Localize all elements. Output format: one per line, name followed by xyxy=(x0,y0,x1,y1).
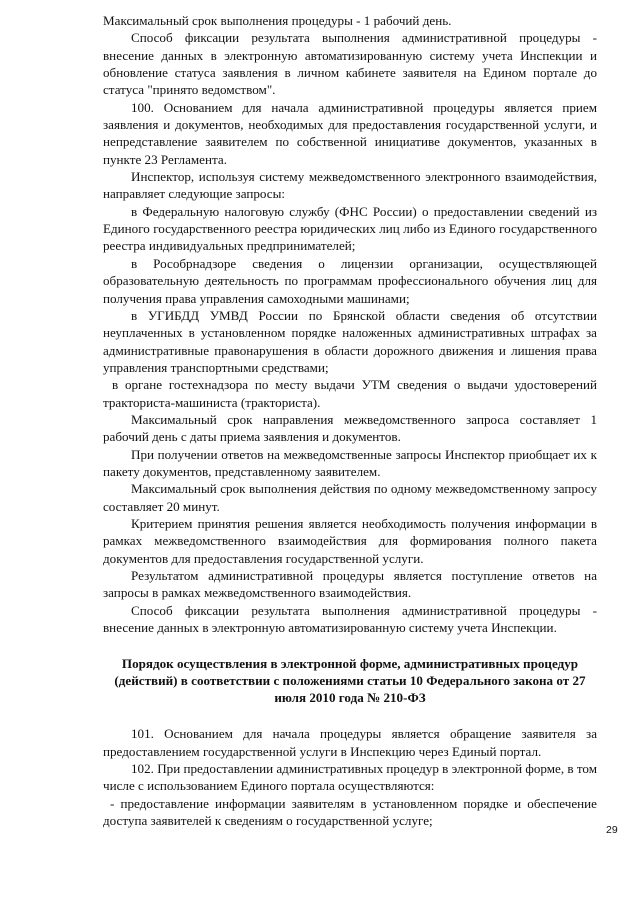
paragraph-result: Результатом административной процедуры является поступление ответов на запросы в рамках межведомственного взаимодействия. xyxy=(103,568,597,601)
paragraph-102: 102. При предоставлении административных процедур в электронной форме, в том числе с использованием Единого портала осуществляются: xyxy=(103,761,597,794)
request-item-fns: в Федеральную налоговую службу (ФНС России) о предоставлении сведений из Единого государственного реестра юридических лиц либо из Единого государственного реестра индивидуальных предпринимателей; xyxy=(103,203,597,254)
list-item-information: - предоставление информации заявителям в установленном порядке и обеспечение доступа заявителей к сведениям о государственной услуге; xyxy=(103,795,597,829)
paragraph-request-term: Максимальный срок направления межведомственного запроса составляет 1 рабочий день с даты приема заявления и документов. xyxy=(103,411,597,445)
paragraph-max-term: Максимальный срок выполнения процедуры - 1 рабочий день. xyxy=(103,13,452,28)
paragraph-result-fixation: Способ фиксации результата выполнения административной процедуры - внесение данных в электронную автоматизированную систему учета Инспекции. xyxy=(103,602,597,636)
page-number: 29 xyxy=(606,824,618,836)
document-body xyxy=(103,12,597,829)
section-heading: Порядок осуществления в электронной форме, административных процедур (действий) в соответствии с положениями статьи 10 Федерального закона от 27 июля 2010 года № 210-ФЗ xyxy=(114,656,586,706)
paragraph-responses: При получении ответов на межведомственные запросы Инспектор приобщает их к пакету документов, представленному заявителем. xyxy=(103,446,597,479)
request-item-rosobrnadzor: в Рособрнадзоре сведения о лицензии организации, осуществляющей образовательную деятельность по программам профессионального обучения лиц для получения права управления самоходными машинами; xyxy=(103,255,597,306)
request-item-ugibdd: в УГИБДД УМВД России по Брянской области сведения об отсутствии неуплаченных в установленном порядке наложенных административных штрафах за административные правонарушения в области дорожного движения и лишения права управления транспортными средствами; xyxy=(103,307,597,375)
paragraph-100: 100. Основанием для начала административной процедуры является прием заявления и документов, необходимых для предоставления государственной услуги, и непредставление заявителем по собственной инициативе документов, указанных в пункте 23 Регламента. xyxy=(103,99,597,167)
request-item-gostekhnadzor: в органе гостехнадзора по месту выдачи УТМ сведения о выдачи удостоверений тракториста-машиниста (тракториста). xyxy=(103,377,597,410)
paragraph-inspector-requests: Инспектор, используя систему межведомственного электронного взаимодействия, направляет следующие запросы: xyxy=(103,169,597,202)
paragraph-fixation-method: Способ фиксации результата выполнения административной процедуры - внесение данных в электронную автоматизированную систему учета Инспекции и обновление статуса заявления в личном кабинете заявителя на Едином портале до статуса "принято ведомством". xyxy=(103,30,597,98)
paragraph-101: 101. Основанием для начала процедуры является обращение заявителя за предоставлением государственной услуги в Инспекцию через Единый портал. xyxy=(103,726,597,759)
paragraph-decision-criterion: Критерием принятия решения является необходимость получения информации в рамках межведомственного взаимодействия для формирования полного пакета документов для предоставления государственной услуги. xyxy=(103,515,597,566)
paragraph-action-term: Максимальный срок выполнения действия по одному межведомственному запросу составляет 20 минут. xyxy=(103,481,597,514)
